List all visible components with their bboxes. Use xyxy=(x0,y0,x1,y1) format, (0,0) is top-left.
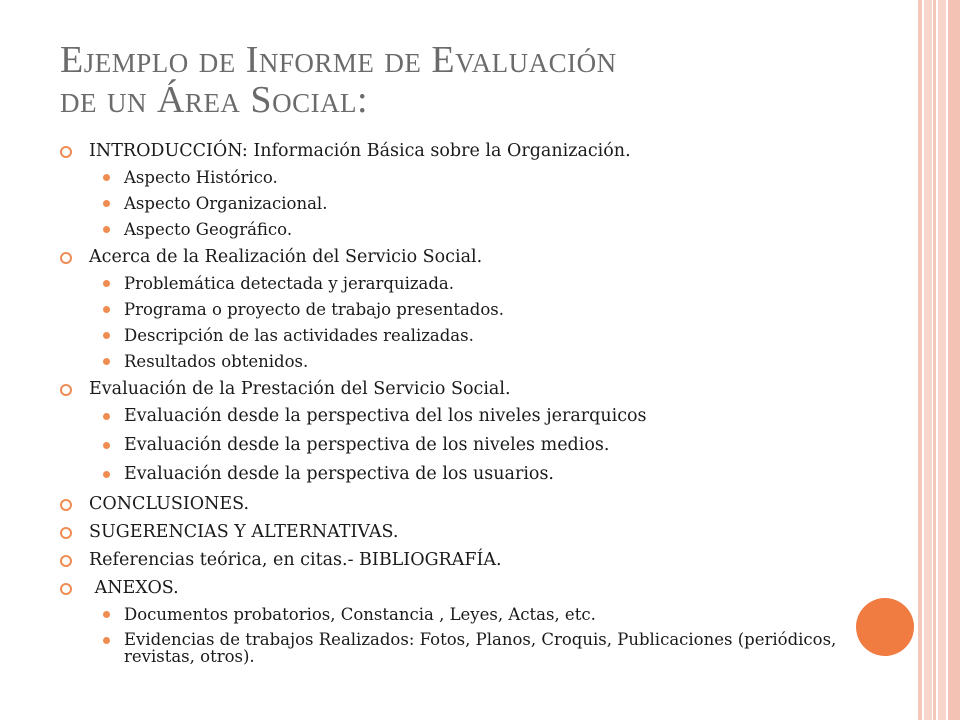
sub-bullet-text: Aspecto Geográfico. xyxy=(124,220,293,239)
dot-bullet-icon xyxy=(103,413,110,420)
ring-bullet-icon xyxy=(60,583,72,595)
bullet-text: ANEXOS. xyxy=(89,578,179,598)
bullet-introduccion xyxy=(60,140,900,163)
sub-bullet xyxy=(60,464,900,485)
sub-bullet-text: Problemática detectada y jerarquizada. xyxy=(124,274,455,293)
sub-bullet-text: Programa o proyecto de trabajo presentados. xyxy=(124,300,505,319)
ring-bullet-icon xyxy=(60,146,72,158)
title-line-1: Ejemplo de Informe de Evaluación xyxy=(60,39,617,81)
decor-stripe xyxy=(933,0,936,720)
decor-circle xyxy=(856,598,914,656)
decor-stripe xyxy=(948,0,960,720)
title-line-2: de un Área Social: xyxy=(60,79,369,121)
sub-bullet-text: Aspecto Organizacional. xyxy=(124,194,328,213)
sub-bullet-text: Descripción de las actividades realizadas. xyxy=(124,326,474,345)
sub-bullet-text: Evaluación desde la perspectiva del los niveles jerarquicos xyxy=(124,406,647,426)
dot-bullet-icon xyxy=(103,471,110,478)
dot-bullet-icon xyxy=(103,280,110,287)
bullet-referencias xyxy=(60,549,900,572)
dot-bullet-icon xyxy=(103,637,110,644)
ring-bullet-icon xyxy=(60,499,72,511)
dot-bullet-icon xyxy=(103,200,110,207)
bullet-conclusiones xyxy=(60,493,900,516)
bullet-sugerencias xyxy=(60,521,900,544)
sub-bullet-text: Evaluación desde la perspectiva de los usuarios. xyxy=(124,464,554,484)
ring-bullet-icon xyxy=(60,384,72,396)
sub-bullet xyxy=(60,631,900,665)
decor-stripe xyxy=(918,0,922,720)
sub-bullet-text: Documentos probatorios, Constancia , Leyes, Actas, etc. xyxy=(124,605,596,624)
sub-bullet xyxy=(60,274,900,293)
ring-bullet-icon xyxy=(60,527,72,539)
bullet-text: Acerca de la Realización del Servicio Social. xyxy=(89,247,483,267)
bullet-text: CONCLUSIONES. xyxy=(89,494,250,514)
dot-bullet-icon xyxy=(103,226,110,233)
sub-bullet xyxy=(60,326,900,345)
sub-bullet xyxy=(60,220,900,239)
dot-bullet-icon xyxy=(103,358,110,365)
sub-bullet xyxy=(60,605,900,624)
dot-bullet-icon xyxy=(103,174,110,181)
decor-stripe xyxy=(924,0,932,720)
sub-bullet xyxy=(60,168,900,187)
sub-bullet-text: Evaluación desde la perspectiva de los niveles medios. xyxy=(124,435,610,455)
decor-stripe xyxy=(938,0,946,720)
bullet-list xyxy=(60,140,900,672)
bullet-text: INTRODUCCIÓN: Información Básica sobre la Organización. xyxy=(89,141,631,161)
dot-bullet-icon xyxy=(103,332,110,339)
sub-bullet xyxy=(60,352,900,371)
sub-bullet-text: Resultados obtenidos. xyxy=(124,352,309,371)
bullet-text: Evaluación de la Prestación del Servicio Social. xyxy=(89,379,511,399)
bullet-text: Referencias teórica, en citas.- BIBLIOGRAFÍA. xyxy=(89,550,502,570)
ring-bullet-icon xyxy=(60,555,72,567)
ring-bullet-icon xyxy=(60,252,72,264)
bullet-text: SUGERENCIAS Y ALTERNATIVAS. xyxy=(89,522,399,542)
sub-bullet xyxy=(60,300,900,319)
sub-bullet xyxy=(60,406,900,427)
dot-bullet-icon xyxy=(103,306,110,313)
sub-bullet xyxy=(60,435,900,456)
sub-bullet xyxy=(60,194,900,213)
slide-title xyxy=(60,40,900,120)
sub-bullet-text: Evidencias de trabajos Realizados: Fotos, Planos, Croquis, Publicaciones (periódicos, revistas, otros). xyxy=(124,630,837,666)
bullet-anexos xyxy=(60,577,900,600)
dot-bullet-icon xyxy=(103,442,110,449)
dot-bullet-icon xyxy=(103,611,110,618)
bullet-evaluacion xyxy=(60,378,900,401)
bullet-realizacion xyxy=(60,246,900,269)
sub-bullet-text: Aspecto Histórico. xyxy=(124,168,278,187)
